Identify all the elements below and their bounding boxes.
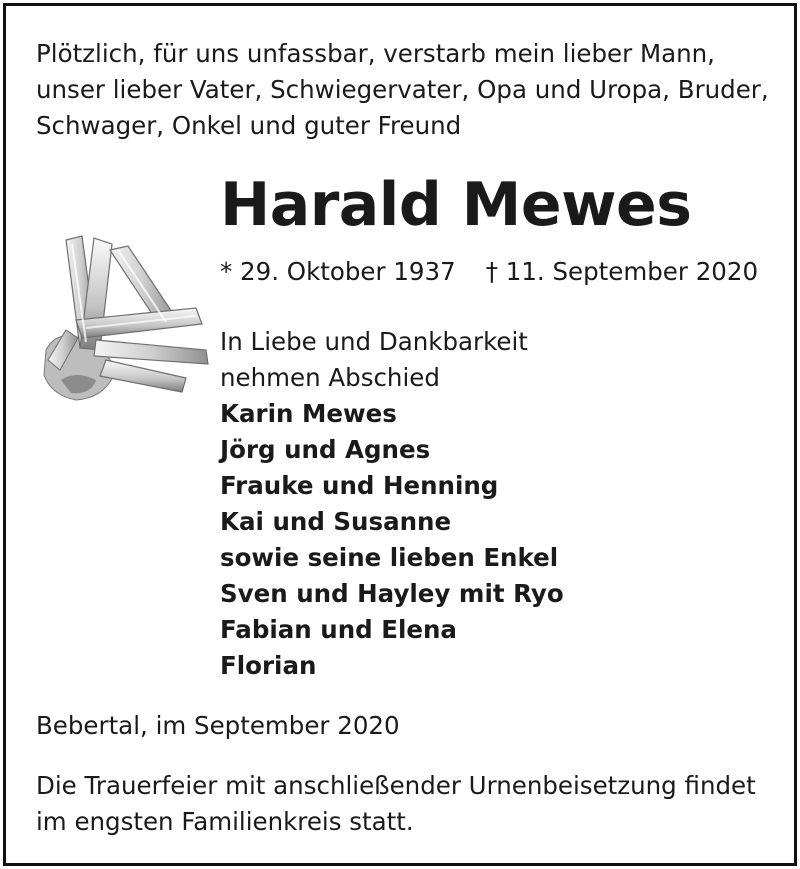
intro-text — [36, 36, 776, 144]
crystal-cluster-icon — [36, 230, 216, 410]
mourner-name: Fabian und Elena — [220, 615, 457, 644]
deceased-name: Harald Mewes — [220, 170, 692, 240]
intro-line: Plötzlich, für uns unfassbar, verstarb mein lieber Mann, — [36, 39, 715, 68]
mourning-phrase — [220, 324, 528, 396]
mourner-name: Jörg und Agnes — [220, 435, 431, 464]
intro-line: Schwager, Onkel und guter Freund — [36, 111, 462, 140]
mourner-name: Kai und Susanne — [220, 507, 452, 536]
birth-date: * 29. Oktober 1937 — [220, 257, 456, 286]
intro-line: unser lieber Vater, Schwiegervater, Opa und Uropa, Bruder, — [36, 75, 769, 104]
life-dates — [220, 254, 758, 290]
mourner-name: Sven und Hayley mit Ryo — [220, 579, 564, 608]
mourner-name: Florian — [220, 651, 317, 680]
funeral-note — [36, 768, 756, 840]
mourning-line: nehmen Abschied — [220, 363, 440, 392]
mourner-name: sowie seine lieben Enkel — [220, 543, 559, 572]
mourner-name: Karin Mewes — [220, 399, 397, 428]
mourning-line: In Liebe und Dankbarkeit — [220, 327, 528, 356]
funeral-line: Die Trauerfeier mit anschließender Urnenbeisetzung findet — [36, 771, 756, 800]
death-date: † 11. September 2020 — [485, 257, 759, 286]
funeral-line: im engsten Familienkreis statt. — [36, 807, 414, 836]
obituary-frame — [3, 3, 797, 866]
mourner-name: Frauke und Henning — [220, 471, 499, 500]
mourners-list — [220, 396, 564, 684]
place-date: Bebertal, im September 2020 — [36, 711, 400, 740]
